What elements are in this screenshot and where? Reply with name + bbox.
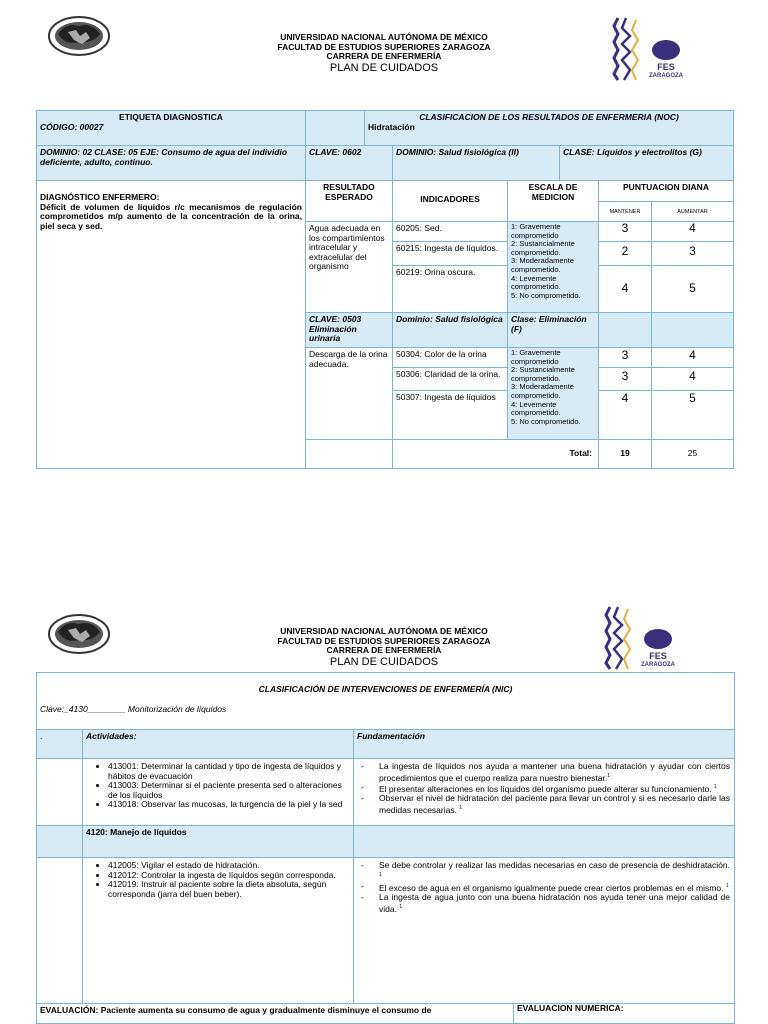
indicador-1-2: 60215: Ingesta de líquidos. — [392, 241, 508, 266]
fundamento-2-3: - La ingesta de agua junto con una buena hidratación nos ayuda tener una mejor calidad de vida. $^1$ — [379, 893, 730, 914]
indicador-2-2: 50306: Claridad de la orina. — [392, 367, 508, 391]
nic-clave: Clave:_4130________ Monitorización de líquidos — [40, 703, 227, 714]
clase-1: CLASE: Líquidos y electrolitos (G) — [559, 145, 734, 181]
score-2-2-mantener: 3 — [598, 367, 652, 391]
resultado-1: Agua adecuada en los compartimientos intracelular y extracelular del organismo — [305, 221, 393, 313]
clave-2: CLAVE: 0503 Eliminación urinaria — [305, 312, 393, 348]
clase-2: Clase: Eliminación (F) — [507, 312, 599, 348]
blank-score-2b — [651, 312, 734, 348]
noc-cell — [364, 110, 734, 146]
diagnostico-title: DIAGNÓSTICO ENFERMERO: — [40, 192, 160, 202]
score-1-1-aumentar: 4 — [651, 221, 734, 242]
score-2-1-mantener: 3 — [598, 347, 652, 368]
diagnostico-text: Déficit de volumen de líquidos r/c mecanismos de regulación comprometidos m/p aumento de la concentración de la orina, piel seca y sed. — [40, 201, 302, 231]
col-indicadores: INDICADORES — [392, 180, 508, 222]
etiqueta-title: ETIQUETA DIAGNOSTICA — [119, 112, 223, 122]
fundamento-2-2: - El exceso de agua en el organismo igualmente puede crear ciertos problemas en el mismo. $^1$ — [379, 882, 730, 893]
score-2-1-aumentar: 4 — [651, 347, 734, 368]
actividad-413018: • 413018: Observar las mucosas, la turgencia de la piel y la sed — [108, 800, 350, 810]
dominio-2: Dominio: Salud fisiológica — [392, 312, 508, 348]
header-career-2: CARRERA DE ENFERMERÍA — [326, 645, 442, 655]
nic-header-cell — [36, 672, 735, 730]
fes-logo-sub-2: ZARAGOZA — [641, 662, 675, 668]
num-cell-3 — [36, 857, 83, 1004]
blank-cell — [305, 110, 365, 146]
diagnostico-cell — [36, 180, 306, 469]
header-faculty-2: FACULTAD DE ESTUDIOS SUPERIORES ZARAGOZA — [277, 635, 491, 646]
manejo-liquidos: 4120: Manejo de líquidos — [82, 825, 354, 858]
header-faculty: FACULTAD DE ESTUDIOS SUPERIORES ZARAGOZA — [277, 41, 491, 52]
col-puntuacion: PUNTUACION DIANA — [598, 180, 734, 202]
header-plan: PLAN DE CUIDADOS — [329, 61, 439, 74]
actividad-413003: • 413003: Determinar si el paciente presenta sed o alteraciones de los líquidos — [108, 781, 350, 800]
header-university-2: UNIVERSIDAD NACIONAL AUTÓNOMA DE MÉXICO — [280, 626, 488, 636]
score-1-1-mantener: 3 — [598, 221, 652, 242]
fes-logo-text-2: FES — [649, 651, 667, 661]
total-label: Total: — [392, 439, 599, 469]
actividades-header: Actividades: — [82, 729, 354, 759]
total-aumentar: 25 — [651, 439, 734, 469]
escala-2: 1: Gravemente comprometido 2: Sustancialmente comprometido. 3: Moderadamente comprometido. 4: Levemente comprometido. 5: No comprometido. — [507, 347, 599, 440]
header-plan-2: PLAN DE CUIDADOS — [329, 655, 439, 668]
evaluacion-numerica: EVALUACION NUMERICA: — [513, 1003, 735, 1024]
score-1-2-aumentar: 3 — [651, 241, 734, 266]
col-aumentar: AUMENTAR — [651, 201, 734, 222]
actividades-2 — [82, 857, 354, 1004]
total-mantener: 19 — [598, 439, 652, 469]
col-resultado: RESULTADO ESPERADO — [305, 180, 393, 222]
resultado-2: Descarga de la orina adecuada. — [305, 347, 393, 440]
num-cell-1 — [36, 758, 83, 826]
fes-logo-text: FES — [657, 62, 675, 72]
fundamentacion-2 — [353, 857, 735, 1004]
noc-sub: Hidratación — [368, 121, 415, 132]
fes-logo-sub: ZARAGOZA — [649, 73, 683, 79]
actividad-413001: • 413001: Determinar la cantidad y tipo de ingesta de líquidos y hábitos de evacuación — [108, 762, 350, 781]
indicador-1-1: 60205: Sed. — [392, 221, 508, 242]
dot-cell: . — [36, 729, 83, 759]
indicador-2-1: 50304: Color de la orina — [392, 347, 508, 368]
dominio-cell: DOMINIO: 02 CLASE: 05 EJE: Consumo de agua del individio deficiente, adulto, continuo. — [36, 145, 306, 181]
noc-title: CLASIFICACION DE LOS RESULTADOS DE ENFERMERIA (NOC) — [419, 112, 679, 122]
total-blank — [305, 439, 393, 469]
blank-score-2a — [598, 312, 652, 348]
col-mantener: MANTENER — [598, 201, 652, 222]
indicador-2-3: 50307: Ingesta de líquidos — [392, 390, 508, 440]
manejo-blank — [353, 825, 735, 858]
fundamentacion-header: Fundamentación — [353, 729, 735, 759]
num-cell-2 — [36, 825, 83, 858]
fundamento-1-2: - El presentar alteraciones en los líquidos del organismo puede alterar su funcionamiento. $^1$ — [379, 783, 730, 794]
score-2-3-aumentar: 5 — [651, 390, 734, 440]
clave-1: CLAVE: 0602 — [305, 145, 393, 181]
score-1-3-aumentar: 5 — [651, 265, 734, 313]
fundamento-1-1: - La ingesta de líquidos nos ayuda a mantener una buena hidratación y ayudar con ciertos procedimientos que el cuerpo realiza para nuestro bienestar.$^1$ — [379, 762, 730, 783]
score-1-2-mantener: 2 — [598, 241, 652, 266]
header-career: CARRERA DE ENFERMERÍA — [326, 51, 442, 61]
etiqueta-cell — [36, 110, 306, 146]
actividad-412019: • 412019: Instruir al paciente sobre la dieta absoluta, según corresponda (jarra del buen beber). — [108, 880, 350, 899]
col-escala: ESCALA DE MEDICION — [507, 180, 599, 222]
header-university: UNIVERSIDAD NACIONAL AUTÓNOMA DE MÉXICO — [280, 32, 488, 42]
indicador-1-3: 60219: Orina oscura. — [392, 265, 508, 313]
fundamento-1-3: - Observar el nivel de hidratación del paciente para llevar un control y si es necesario darle las medidas necesarias. $^1$ — [379, 794, 730, 815]
actividad-412005: • 412005: Vigilar el estado de hidratación. — [108, 861, 350, 871]
fes-logo-2 — [600, 603, 686, 673]
evaluacion: EVALUACIÓN: Paciente aumenta su consumo de agua y gradualmente disminuye el consumo de — [36, 1003, 514, 1024]
actividades-1 — [82, 758, 354, 826]
score-2-3-mantener: 4 — [598, 390, 652, 440]
score-1-3-mantener: 4 — [598, 265, 652, 313]
nic-title: CLASIFICACIÓN DE INTERVENCIONES DE ENFERMERÍA (NIC) — [258, 684, 513, 694]
actividad-412012: • 412012: Controlar la ingesta de líquidos según corresponda. — [108, 871, 350, 881]
dominio-1: DOMINIO: Salud fisiológica (II) — [392, 145, 560, 181]
escala-1: 1: Gravemente comprometido 2: Sustancialmente comprometido. 3: Moderadamente comprometido. 4: Levemente comprometido. 5: No comprometido. — [507, 221, 599, 313]
fundamentacion-1 — [353, 758, 735, 826]
fes-logo — [608, 14, 694, 84]
codigo-label: CÓDIGO: 00027 — [40, 121, 104, 132]
score-2-2-aumentar: 4 — [651, 367, 734, 391]
fundamento-2-1: - Se debe controlar y realizar las medidas necesarias en caso de presencia de deshidratación. $^1$ — [379, 861, 730, 882]
